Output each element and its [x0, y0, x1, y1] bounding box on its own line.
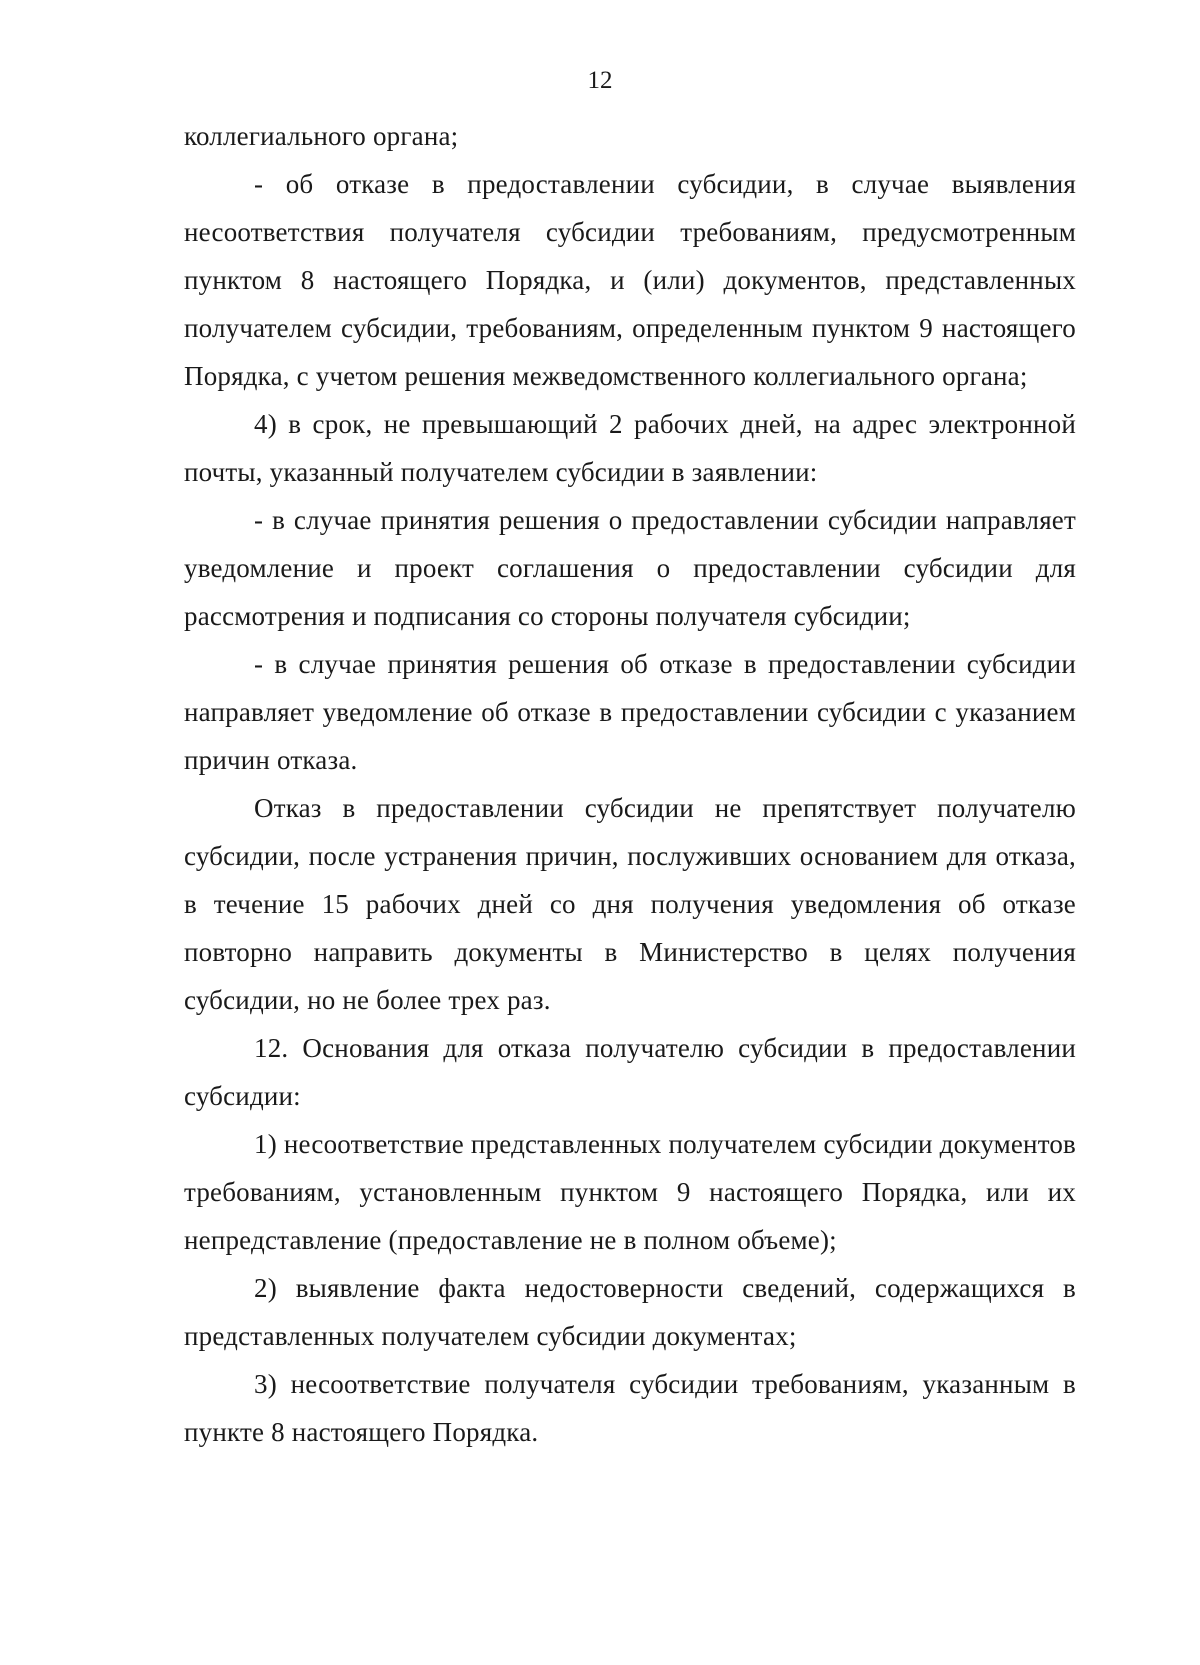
paragraph-item-4: 4) в срок, не превышающий 2 рабочих дней, на адрес электронной почты, указанный получателем субсидии в заявлении: — [184, 409, 1076, 487]
paragraph-resubmission: Отказ в предоставлении субсидии не препятствует получателю субсидии, после устранения причин, послуживших основанием для отказа, в течение 15 рабочих дней со дня получения уведомления об отказе повторно направить документы в Министерство в целях получения субсидии, но не более трех раз. — [184, 793, 1076, 1015]
paragraph-refusal-notice: - в случае принятия решения об отказе в предоставлении субсидии направляет уведомление об отказе в предоставлении субсидии с указанием причин отказа. — [184, 649, 1076, 775]
paragraph-continuation: коллегиального органа; — [184, 121, 459, 151]
paragraph-ground-1: 1) несоответствие представленных получателем субсидии документов требованиям, установленным пунктом 9 настоящего Порядка, или их непредставление (предоставление не в полном объеме); — [184, 1129, 1076, 1255]
page-number: 12 — [587, 67, 613, 94]
paragraph-refusal-item: - об отказе в предоставлении субсидии, в случае выявления несоответствия получателя субсидии требованиям, предусмотренным пунктом 8 настоящего Порядка, и (или) документов, представленных получателем субсидии, требованиям, определенным пунктом 9 настоящего Порядка, с учетом решения межведомственного коллегиального органа; — [184, 169, 1076, 391]
paragraph-ground-2: 2) выявление факта недостоверности сведений, содержащихся в представленных получателем субсидии документах; — [184, 1273, 1076, 1351]
paragraph-ground-3: 3) несоответствие получателя субсидии требованиям, указанным в пункте 8 настоящего Порядка. — [184, 1369, 1076, 1447]
paragraph-section-12: 12. Основания для отказа получателю субсидии в предоставлении субсидии: — [184, 1033, 1076, 1111]
paragraph-approval-notice: - в случае принятия решения о предоставлении субсидии направляет уведомление и проект соглашения о предоставлении субсидии для рассмотрения и подписания со стороны получателя субсидии; — [184, 505, 1076, 631]
document-body — [184, 112, 1076, 1456]
